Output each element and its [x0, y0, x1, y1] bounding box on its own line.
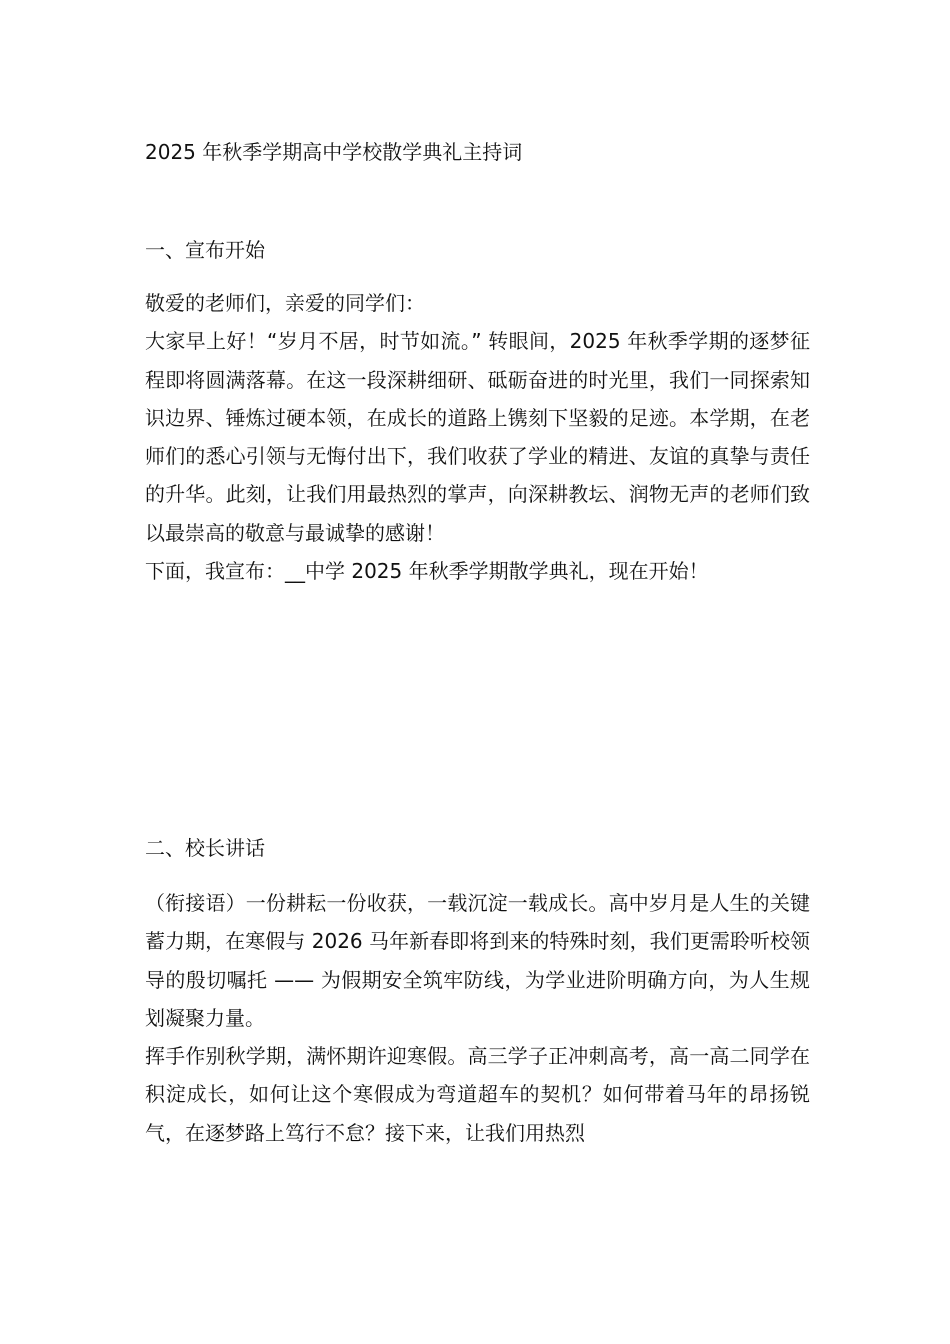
farewell-paragraph: 挥手作别秋学期，满怀期许迎寒假。高三学子正冲刺高考，高一高二同学在积淀成长，如何让这个寒假成为弯道超车的契机？如何带着马年的昂扬锐气，在逐梦路上笃行不怠？接下来，让我们用热烈 — [145, 1044, 810, 1145]
section-announce-opening — [145, 236, 810, 590]
section-principal-speech — [145, 834, 810, 1152]
section-heading: 二、校长讲话 — [145, 836, 265, 860]
greeting-paragraph: 敬爱的老师们，亲爱的同学们： — [145, 291, 425, 315]
announcement-paragraph: 下面，我宣布：__中学 2025 年秋季学期散学典礼，现在开始！ — [145, 559, 709, 584]
transition-paragraph: （衔接语）一份耕耘一份收获，一载沉淀一载成长。高中岁月是人生的关键蓄力期，在寒假与 2026 马年新春即将到来的特殊时刻，我们更需聆听校领导的殷切嘱托 —— 为假期安全筑牢防线，为学业进阶明确方向，为人生规划凝聚力量。 — [145, 891, 810, 1030]
opening-paragraph: 大家早上好！“岁月不居，时节如流。” 转眼间，2025 年秋季学期的逐梦征程即将圆满落幕。在这一段深耕细研、砥砺奋进的时光里，我们一同探索知识边界、锤炼过硬本领，在成长的道路上镌刻下坚毅的足迹。本学期，在老师们的悉心引领与无悔付出下，我们收获了学业的精进、友谊的真挚与责任的升华。此刻，让我们用最热烈的掌声，向深耕教坛、润物无声的老师们致以最崇高的敬意与最诚挚的感谢！ — [145, 329, 810, 545]
document-title: 2025 年秋季学期高中学校散学典礼主持词 — [145, 140, 523, 164]
section-heading: 一、宣布开始 — [145, 238, 265, 262]
